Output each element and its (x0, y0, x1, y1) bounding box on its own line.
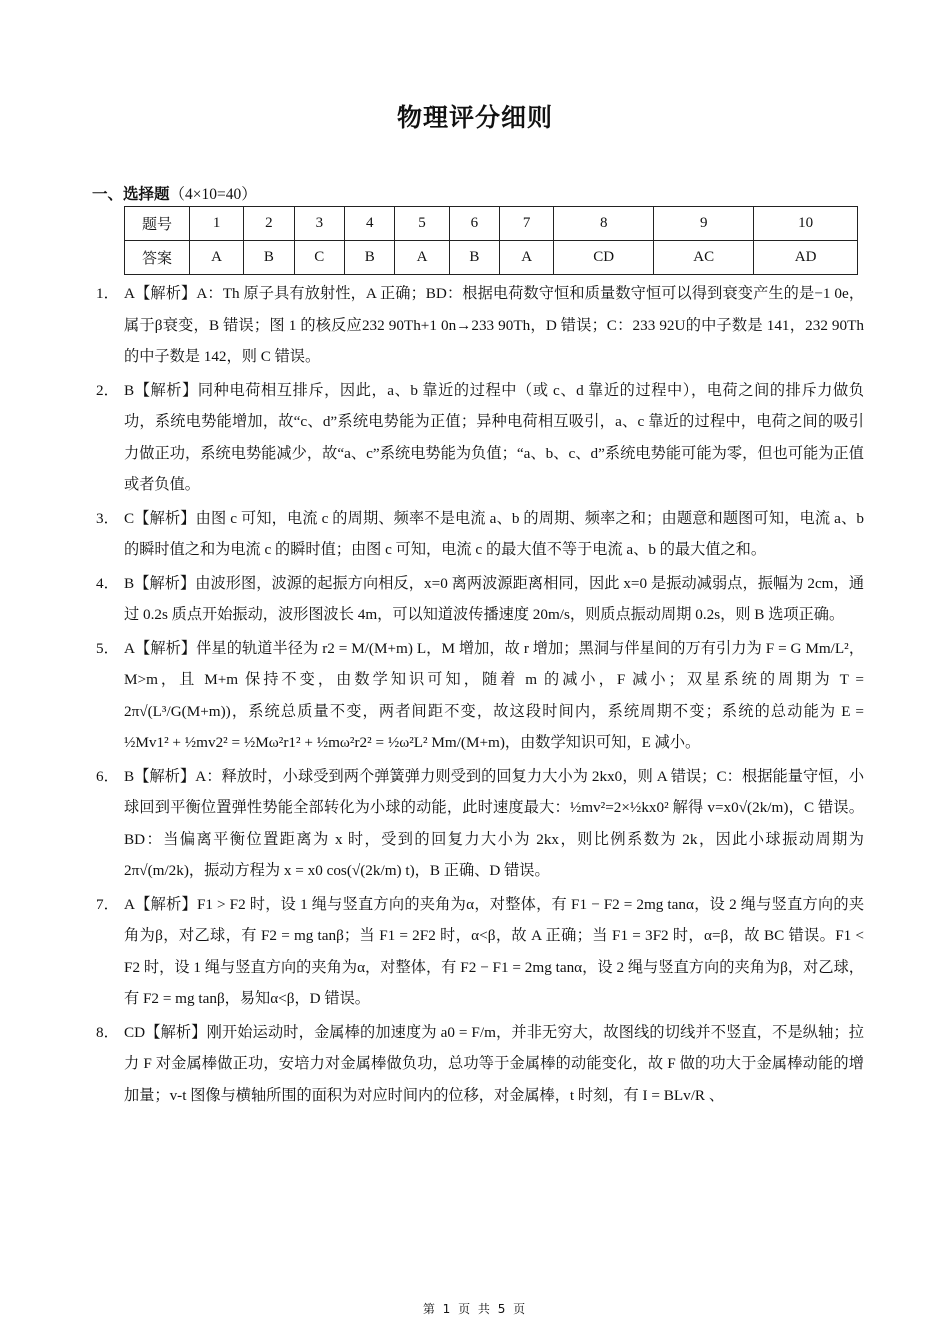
section-heading (92, 182, 257, 204)
item-tag: 【解析】 (134, 767, 196, 785)
item-number: 2． (96, 381, 119, 399)
page-title: 物理评分细则 (396, 103, 553, 132)
solution-item (96, 503, 864, 566)
table-cell: B (449, 241, 499, 275)
item-text: 伴星的轨道半径为 r2 = M/(M+m) L，M 增加，故 r 增加；黑洞与伴星间的万有引力为 F = G Mm/L²，M>m，且 M+m 保持不变，由数学知识可知，随着 m 的减小，F 减小；双星系统的周期为 T = 2π√(L³/G(M+m))，系统总质量不变，两者间距不变，故这段时间内，系统周期不变；系统的总动能为 E = ½Mv1² + ½mv2² = ½Mω²r1² + ½mω²r2² = ½ω²L² Mm/(M+m)，由数学知识可知，E 减小。 (124, 639, 865, 751)
item-text: 同种电荷相互排斥，因此，a、b 靠近的过程中（或 c、d 靠近的过程中），电荷之间的排斥力做负功，系统电势能增加，故“c、d”系统电势能为正值；异种电荷相互吸引，a、c 靠近的过程中，电荷之间的吸引力做正功，系统电势能减少，故“a、c”系统电势能为负值；“a、b、c、d”系统电势能可能为零，但也可能为正值或者负值。 (124, 381, 865, 493)
item-number: 7． (96, 895, 119, 913)
table-cell: 6 (449, 207, 499, 241)
item-key: A (124, 895, 135, 913)
item-text: 由图 c 可知，电流 c 的周期、频率不是电流 a、b 的周期、频率之和；由题意和题图可知，电流 a、b 的瞬时值之和为电流 c 的瞬时值；由图 c 可知，电流 c 的最大值不等于电流 a、b 的最大值之和。 (124, 509, 864, 558)
table-row-numbers (125, 207, 858, 241)
table-cell: 3 (294, 207, 344, 241)
solution-item (96, 278, 864, 373)
item-number: 8． (96, 1023, 119, 1041)
item-tag: 【解析】 (145, 1023, 207, 1041)
item-key: C (124, 509, 135, 527)
page-footer: 第 1 页 共 5 页 (422, 1302, 528, 1316)
solution-item (96, 1017, 864, 1112)
table-cell: A (190, 241, 244, 275)
solution-list (96, 278, 864, 1113)
item-key: B (124, 767, 135, 785)
table-cell: 2 (244, 207, 294, 241)
table-cell: CD (554, 241, 654, 275)
item-number: 5． (96, 639, 119, 657)
item-number: 3． (96, 509, 119, 527)
solution-item (96, 889, 864, 1015)
table-cell: 4 (345, 207, 395, 241)
item-tag: 【解析】 (134, 639, 197, 657)
item-text: A：Th 原子具有放射性，A 正确；BD：根据电荷数守恒和质量数守恒可以得到衰变产生的是−1 0e，属于β衰变，B 错误；图 1 的核反应232 90Th+1 0n→233 90Th，D 错误；C：233 92U的中子数是 141，232 90Th的中子数是 142，则 C 错误。 (124, 285, 865, 365)
table-cell: C (294, 241, 344, 275)
table-header-cell: 答案 (125, 241, 190, 275)
table-cell: B (345, 241, 395, 275)
table-cell: 10 (754, 207, 858, 241)
item-key: B (124, 574, 135, 592)
table-cell: 5 (395, 207, 449, 241)
solution-item (96, 761, 864, 887)
item-tag: 【解析】 (134, 285, 197, 302)
table-cell: AC (654, 241, 754, 275)
item-key: CD (124, 1023, 146, 1041)
item-tag: 【解析】 (134, 509, 196, 527)
table-header-cell: 题号 (125, 207, 190, 241)
table-row-answers (125, 241, 858, 275)
item-text: 由波形图，波源的起振方向相反，x=0 离两波源距离相同，因此 x=0 是振动减弱点，振幅为 2cm，通过 0.2s 质点开始振动，波形图波长 4m，可以知道波传播速度 20m/s，则质点振动周期 0.2s，则 B 选项正确。 (124, 574, 865, 623)
table-cell: 7 (500, 207, 554, 241)
item-text: 刚开始运动时，金属棒的加速度为 a0 = F/m，并非无穷大，故图线的切线并不竖直，不是纵轴；拉力 F 对金属棒做正功，安培力对金属棒做负功，总功等于金属棒的动能变化，故 F 做的功大于金属棒动能的增加量；v-t 图像与横轴所围的面积为对应时间内的位移，对金属棒，t 时刻，有 I = BLv/R 、 (124, 1023, 864, 1104)
item-text: A：释放时，小球受到两个弹簧弹力则受到的回复力大小为 2kx0，则 A 错误；C：根据能量守恒，小球回到平衡位置弹性势能全部转化为小球的动能，此时速度最大：½mv²=2×½kx0² 解得 v=x0√(2k/m)，C 错误。BD：当偏离平衡位置距离为 x 时，受到的回复力大小为 2kx，则比例系数为 2k，因此小球振动周期为 2π√(m/2k)，振动方程为 x = x0 cos(√(2k/m) t)，B 正确、D 错误。 (124, 767, 865, 879)
item-number: 1． (96, 285, 119, 302)
table-cell: 8 (554, 207, 654, 241)
item-number: 4． (96, 574, 119, 592)
item-tag: 【解析】 (134, 895, 197, 913)
item-key: A (124, 285, 135, 302)
table-cell: 9 (654, 207, 754, 241)
item-tag: 【解析】 (134, 574, 196, 592)
solution-item (96, 633, 864, 759)
table-cell: AD (754, 241, 858, 275)
table-cell: 1 (190, 207, 244, 241)
section-label: 一、选择题 (92, 185, 170, 203)
item-key: A (124, 639, 135, 657)
answer-table (124, 206, 858, 275)
table-cell: B (244, 241, 294, 275)
table-cell: A (500, 241, 554, 275)
item-tag: 【解析】 (134, 381, 198, 399)
item-key: B (124, 381, 135, 399)
solution-item (96, 568, 864, 631)
section-score: （4×10=40） (169, 186, 257, 203)
solution-item (96, 375, 864, 501)
item-text: F1 > F2 时，设 1 绳与竖直方向的夹角为α，对整体，有 F1 − F2 = 2mg tanα，设 2 绳与竖直方向的夹角为β，对乙球，有 F2 = mg tanβ；当 F1 = 2F2 时，α<β，故 A 正确；当 F1 = 3F2 时，α=β，故 BC 错误。F1 < F2 时，设 1 绳与竖直方向的夹角为α，对整体，有 F2 − F1 = 2mg tanα，设 2 绳与竖直方向的夹角为β，对乙球，有 F2 = mg tanβ，易知α<β，D 错误。 (124, 895, 865, 1007)
table-cell: A (395, 241, 449, 275)
item-number: 6． (96, 767, 119, 785)
